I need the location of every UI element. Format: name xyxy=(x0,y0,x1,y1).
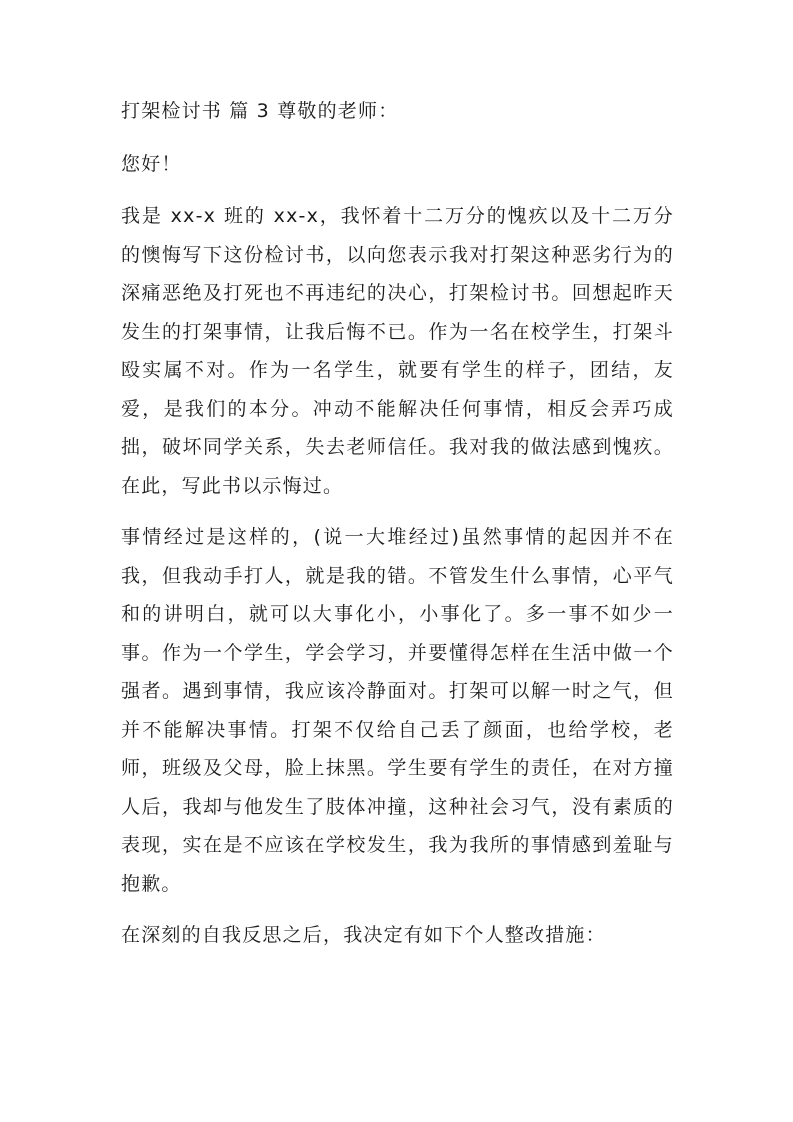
paragraph-incident: 事情经过是这样的，(说一大堆经过)虽然事情的起因并不在我，但我动手打人，就是我的错。不管发生什么事情，心平气和的讲明白，就可以大事化小，小事化了。多一事不如少一事。作为一个学生，学会学习，并要懂得怎样在生活中做一个强者。遇到事情，我应该冷静面对。打架可以解一时之气，但并不能解决事情。打架不仅给自己丢了颜面，也给学校，老师，班级及父母，脸上抹黑。学生要有学生的责任，在对方撞人后，我却与他发生了肢体冲撞，这种社会习气，没有素质的表现，实在是不应该在学校发生，我为我所的事情感到羞耻与抱歉。 xyxy=(121,526,674,895)
paragraph-apology: 我是 xx-x 班的 xx-x，我怀着十二万分的愧疚以及十二万分的懊悔写下这份检讨书，以向您表示我对打架这种恶劣行为的深痛恶绝及打死也不再违纪的决心，打架检讨书。回想起昨天发生的打架事情，让我后悔不已。作为一名在校学生，打架斗殴实属不对。作为一名学生，就要有学生的样子，团结，友爱，是我们的本分。冲动不能解决任何事情，相反会弄巧成拙，破坏同学关系，失去老师信任。我对我的做法感到愧疚。在此，写此书以示悔过。 xyxy=(121,205,674,497)
greeting: 您好！ xyxy=(121,152,182,175)
document-title-line: 打架检讨书 篇 3 尊敬的老师： xyxy=(121,100,399,122)
document-page xyxy=(121,92,674,955)
paragraph-measures-intro: 在深刻的自我反思之后，我决定有如下个人整改措施： xyxy=(121,924,606,946)
